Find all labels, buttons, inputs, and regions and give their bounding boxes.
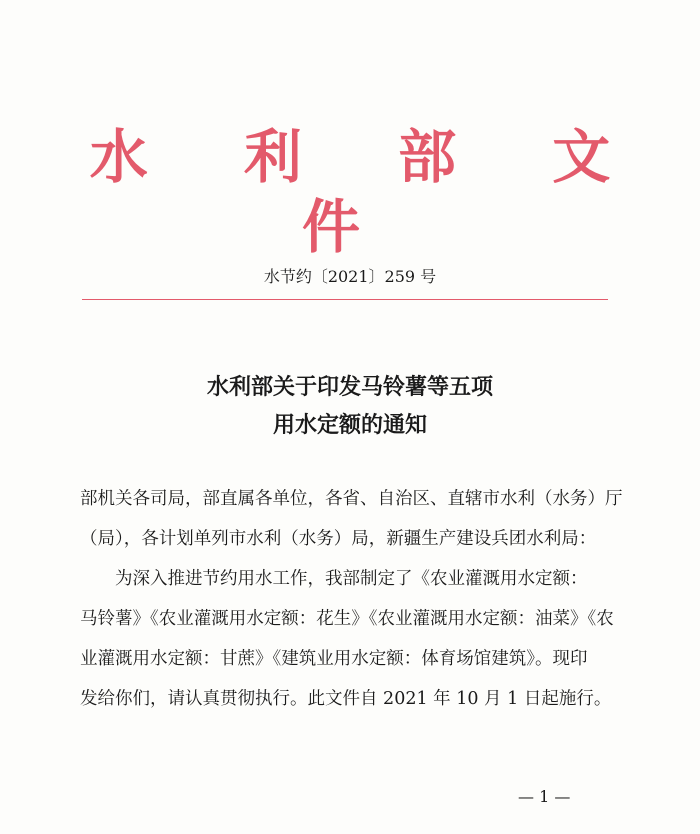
body-paragraph-line-3: 业灌溉用水定额：甘蔗》《建筑业用水定额：体育场馆建筑》。现印 xyxy=(80,649,588,669)
document-number: 水节约〔2021〕259 号 xyxy=(263,267,437,286)
addressee-line-2: （局），各计划单列市水利（水务）局，新疆生产建设兵团水利局： xyxy=(80,529,597,549)
notice-title-line-1: 水利部关于印发马铃薯等五项 xyxy=(206,374,493,400)
masthead-title: 水 利 部 文 件 xyxy=(89,123,649,261)
notice-title-line-2: 用水定额的通知 xyxy=(272,412,427,438)
page-number: — 1 — xyxy=(518,787,571,806)
body-paragraph-line-2: 马铃薯》《农业灌溉用水定额：花生》《农业灌溉用水定额：油菜》《农 xyxy=(80,609,614,629)
body-paragraph-line-4: 发给你们，请认真贯彻执行。此文件自 2021 年 10 月 1 日起施行。 xyxy=(80,689,612,709)
red-separator-line xyxy=(82,299,608,300)
addressee-line-1: 部机关各司局，部直属各单位，各省、自治区、直辖市水利（水务）厅 xyxy=(80,489,623,509)
body-paragraph-line-1: 为深入推进节约用水工作，我部制定了《农业灌溉用水定额： xyxy=(115,569,588,589)
